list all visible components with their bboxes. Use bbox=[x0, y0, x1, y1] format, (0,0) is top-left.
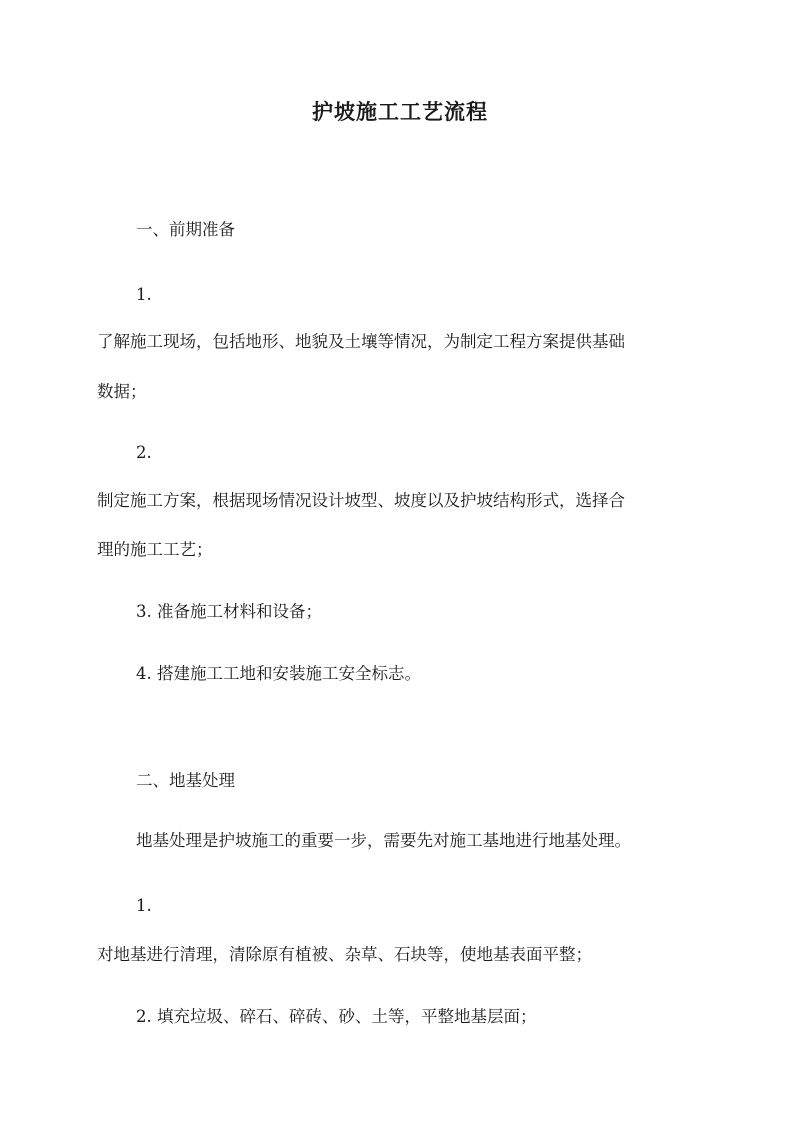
section1-item3: 3. 准备施工材料和设备； bbox=[136, 602, 322, 621]
section1-item1-text-line2: 数据； bbox=[97, 382, 147, 401]
section2-intro: 地基处理是护坡施工的重要一步，需要先对施工基地进行地基处理。 bbox=[136, 831, 631, 850]
section2-heading: 二、地基处理 bbox=[136, 771, 235, 790]
section1-item1-number: 1. bbox=[136, 285, 152, 304]
section2-item2: 2. 填充垃圾、碎石、碎砖、砂、土等，平整地基层面； bbox=[136, 1007, 537, 1026]
section1-item4: 4. 搭建施工工地和安装施工安全标志。 bbox=[136, 664, 421, 683]
section1-item2-text-line1: 制定施工方案，根据现场情况设计坡型、坡度以及护坡结构形式，选择合 bbox=[97, 491, 625, 510]
section1-item2-number: 2. bbox=[136, 443, 152, 462]
section1-item2-text-line2: 理的施工工艺； bbox=[97, 540, 213, 559]
document-title: 护坡施工工艺流程 bbox=[312, 99, 488, 124]
section2-item1-text-line1: 对地基进行清理，清除原有植被、杂草、石块等，使地基表面平整； bbox=[97, 945, 592, 964]
section1-heading: 一、前期准备 bbox=[136, 220, 235, 239]
section2-item1-number: 1. bbox=[136, 896, 152, 915]
section1-item1-text-line1: 了解施工现场，包括地形、地貌及土壤等情况，为制定工程方案提供基础 bbox=[97, 332, 625, 351]
